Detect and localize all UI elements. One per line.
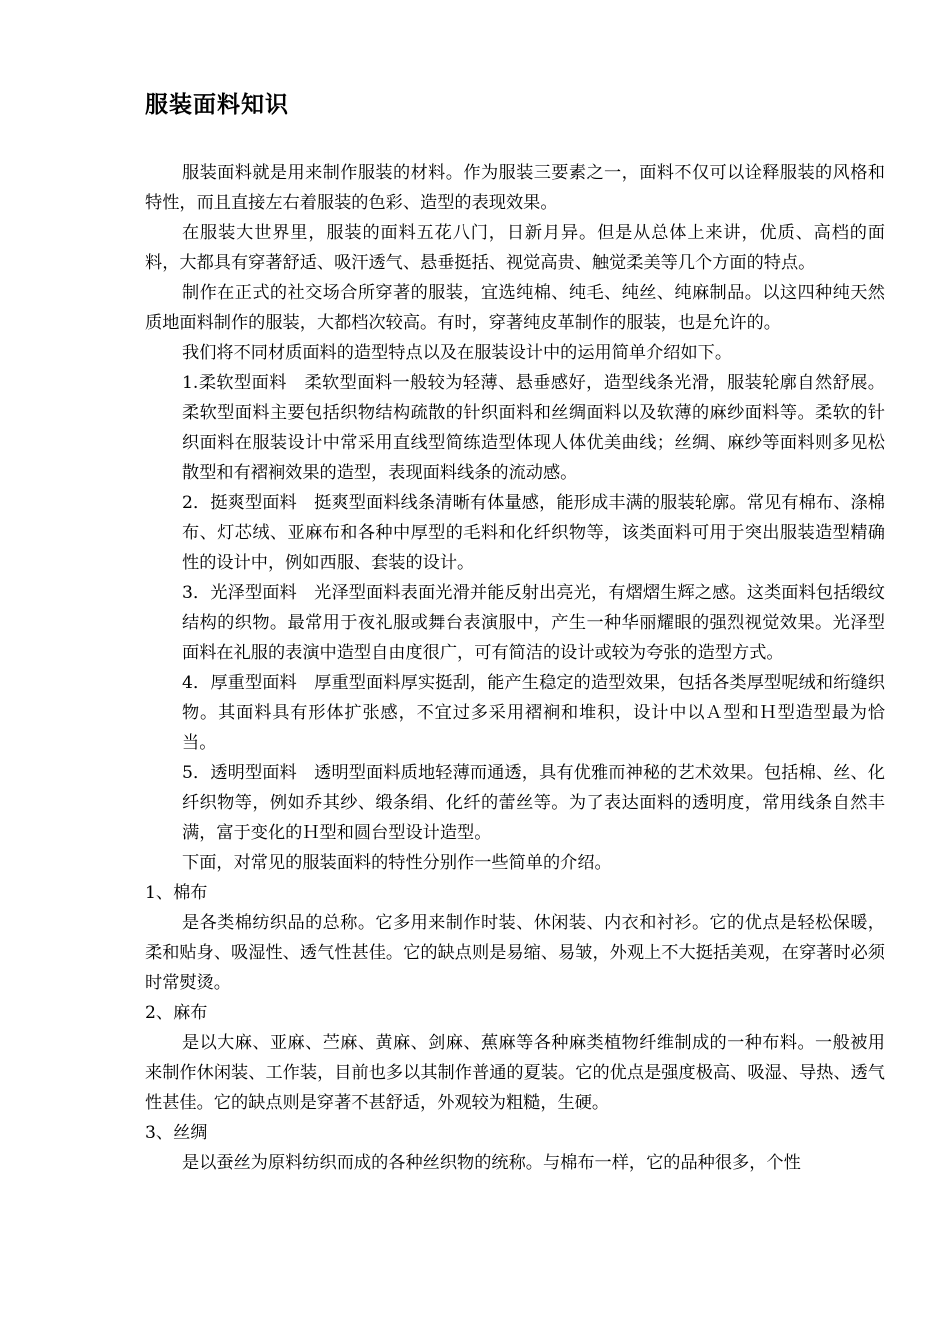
paragraph-common-fabrics: 下面，对常见的服装面料的特性分别作一些简单的介绍。 xyxy=(182,853,612,873)
section-text-cotton: 是各类棉纺织品的总称。它多用来制作时装、休闲装、内衣和衬衫。它的优点是轻松保暖，柔和贴身、吸湿性、透气性甚佳。它的缺点则是易缩、易皱，外观上不大挺括美观，在穿著时必须时常熨烫。 xyxy=(145,913,885,993)
type-item-heavy: 4．厚重型面料 厚重型面料厚实挺刮，能产生稳定的造型效果，包括各类厚型呢绒和绗缝织物。其面料具有形体扩张感，不宜过多采用褶裥和堆积，设计中以Ａ型和Ｈ型造型最为恰当。 xyxy=(182,673,885,753)
paragraph-intro: 服装面料就是用来制作服装的材料。作为服装三要素之一，面料不仅可以诠释服装的风格和特性，而且直接左右着服装的色彩、造型的表现效果。 xyxy=(145,163,885,213)
section-text-linen: 是以大麻、亚麻、苎麻、黄麻、剑麻、蕉麻等各种麻类植物纤维制成的一种布料。一般被用来制作休闲装、工作装，目前也多以其制作普通的夏装。它的优点是强度极高、吸湿、导热、透气性甚佳。它的缺点则是穿著不甚舒适，外观较为粗糙，生硬。 xyxy=(145,1033,885,1113)
section-heading-silk: 3、丝绸 xyxy=(145,1123,208,1143)
document-body xyxy=(145,158,885,1178)
section-text-silk: 是以蚕丝为原料纺织而成的各种丝织物的统称。与棉布一样，它的品种很多，个性 xyxy=(182,1153,801,1173)
section-heading-linen: 2、麻布 xyxy=(145,1003,208,1023)
type-item-crisp: 2．挺爽型面料 挺爽型面料线条清晰有体量感，能形成丰满的服装轮廓。常见有棉布、涤棉布、灯芯绒、亚麻布和各种中厚型的毛料和化纤织物等，该类面料可用于突出服装造型精确性的设计中，例如西服、套装的设计。 xyxy=(182,493,885,573)
section-heading-cotton: 1、棉布 xyxy=(145,883,208,903)
type-item-soft: 1.柔软型面料 柔软型面料一般较为轻薄、悬垂感好，造型线条光滑，服装轮廓自然舒展。柔软型面料主要包括织物结构疏散的针织面料和丝绸面料以及软薄的麻纱面料等。柔软的针织面料在服装设计中常采用直线型简练造型体现人体优美曲线；丝绸、麻纱等面料则多见松散型和有褶裥效果的造型，表现面料线条的流动感。 xyxy=(182,373,885,483)
type-item-glossy: 3．光泽型面料 光泽型面料表面光滑并能反射出亮光，有熠熠生辉之感。这类面料包括缎纹结构的织物。最常用于夜礼服或舞台表演服中，产生一种华丽耀眼的强烈视觉效果。光泽型面料在礼服的表演中造型自由度很广，可有简洁的设计或较为夸张的造型方式。 xyxy=(182,583,885,663)
paragraph-types-intro: 我们将不同材质面料的造型特点以及在服装设计中的运用简单介绍如下。 xyxy=(182,343,733,363)
type-item-transparent: 5．透明型面料 透明型面料质地轻薄而通透，具有优雅而神秘的艺术效果。包括棉、丝、化纤织物等，例如乔其纱、缎条绢、化纤的蕾丝等。为了表达面料的透明度，常用线条自然丰满，富于变化的Ｈ型和圆台型设计造型。 xyxy=(182,763,885,843)
page-title: 服装面料知识 xyxy=(145,92,289,118)
paragraph-formal-wear: 制作在正式的社交场合所穿著的服装，宜选纯棉、纯毛、纯丝、纯麻制品。以这四种纯天然质地面料制作的服装，大都档次较高。有时，穿著纯皮革制作的服装，也是允许的。 xyxy=(145,283,885,333)
paragraph-features: 在服装大世界里，服装的面料五花八门，日新月异。但是从总体上来讲，优质、高档的面料，大都具有穿著舒适、吸汗透气、悬垂挺括、视觉高贵、触觉柔美等几个方面的特点。 xyxy=(145,223,885,273)
